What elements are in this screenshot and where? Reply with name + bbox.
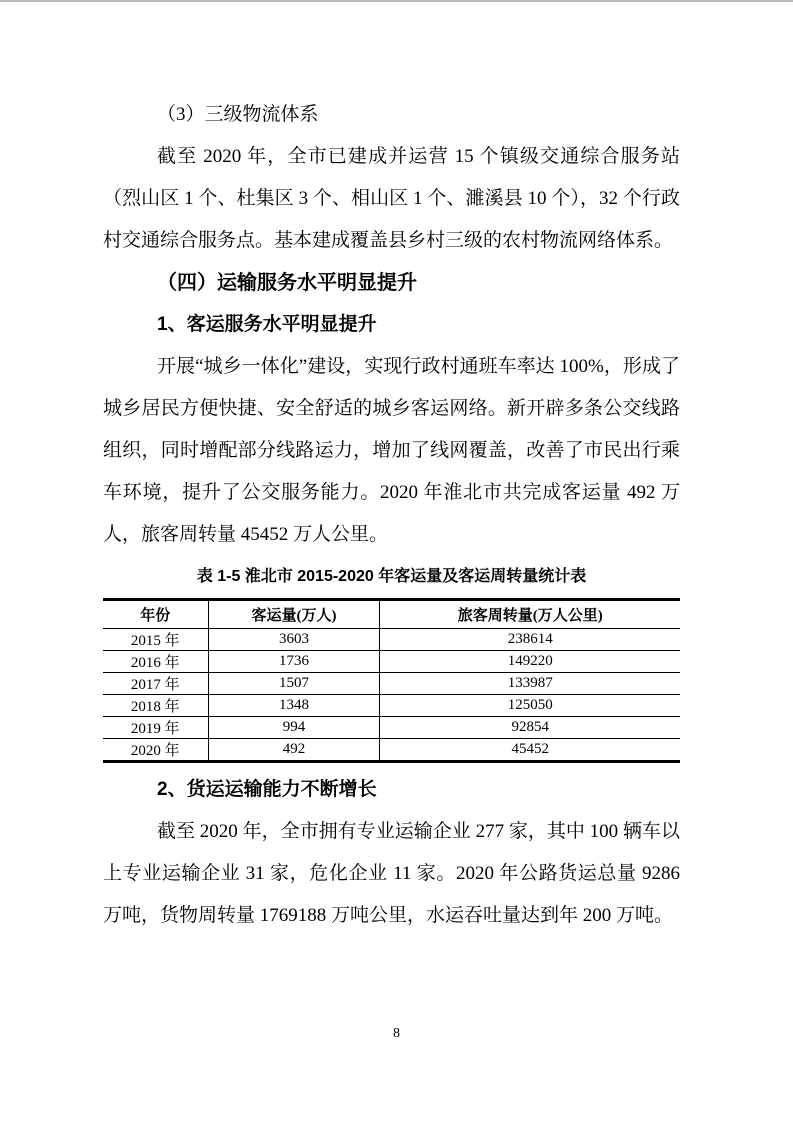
- page-top-edge: [0, 0, 793, 2]
- table-cell-volume: 3603: [208, 629, 380, 651]
- table-cell-turnover: 149220: [380, 651, 680, 673]
- table-cell-volume: 1507: [208, 673, 380, 695]
- table-cell-year: 2016 年: [130, 655, 180, 671]
- page-number: 8: [393, 1026, 400, 1041]
- passenger-statistics-table: [103, 598, 680, 763]
- table-cell-turnover: 92854: [380, 717, 680, 739]
- paragraph-logistics: 截至 2020 年，全市已建成并运营 15 个镇级交通综合服务站（烈山区 1 个、杜集区 3 个、相山区 1 个、濉溪县 10 个），32 个行政村交通综合服务点。基本建成覆盖县乡村三级的农村物流网络体系。: [103, 146, 680, 251]
- table-cell-volume: 1348: [208, 695, 380, 717]
- table-row: [103, 739, 680, 762]
- subheading-passenger-service: 1、客运服务水平明显提升: [157, 314, 377, 335]
- table-cell-year: 2017 年: [130, 677, 180, 693]
- table-cell-year: 2015 年: [130, 633, 180, 649]
- table-cell-volume: 1736: [208, 651, 380, 673]
- table-cell-volume: 492: [208, 739, 380, 762]
- heading-transport-service-improvement: （四）运输服务水平明显提升: [157, 272, 417, 294]
- table-caption: 表 1-5 淮北市 2015-2020 年客运量及客运周转量统计表: [196, 568, 587, 585]
- table-row: [103, 717, 680, 739]
- page-content: [103, 94, 680, 937]
- table-cell-year: 2020 年: [130, 743, 180, 759]
- table-row: [103, 695, 680, 717]
- table-header-row: [103, 600, 680, 629]
- table-cell-turnover: 45452: [380, 739, 680, 762]
- table-cell-turnover: 238614: [380, 629, 680, 651]
- table-cell-turnover: 125050: [380, 695, 680, 717]
- table-row: [103, 651, 680, 673]
- table-cell-turnover: 133987: [380, 673, 680, 695]
- subheading-freight-capacity: 2、货运运输能力不断增长: [157, 779, 377, 800]
- table-row: [103, 629, 680, 651]
- table-header-year: 年份: [140, 608, 171, 624]
- table-cell-volume: 994: [208, 717, 380, 739]
- table-cell-year: 2019 年: [130, 721, 180, 737]
- paragraph-passenger-service: 开展“城乡一体化”建设，实现行政村通班车率达 100%，形成了城乡居民方便快捷、安全舒适的城乡客运网络。新开辟多条公交线路组织，同时增配部分线路运力，增加了线网覆盖，改善了市民出行乘车环境，提升了公交服务能力。2020 年淮北市共完成客运量 492 万人，旅客周转量 45452 万人公里。: [103, 356, 680, 545]
- paragraph-freight-capacity: 截至 2020 年，全市拥有专业运输企业 277 家，其中 100 辆车以上专业运输企业 31 家，危化企业 11 家。2020 年公路货运总量 9286 万吨，货物周转量 1769188 万吨公里，水运吞吐量达到年 200 万吨。: [103, 821, 680, 926]
- table-header-passenger-volume: 客运量(万人): [208, 600, 380, 629]
- heading-logistics-system: （3）三级物流体系: [157, 104, 319, 125]
- table-cell-year: 2018 年: [130, 699, 180, 715]
- table-header-passenger-turnover: 旅客周转量(万人公里): [380, 600, 680, 629]
- table-row: [103, 673, 680, 695]
